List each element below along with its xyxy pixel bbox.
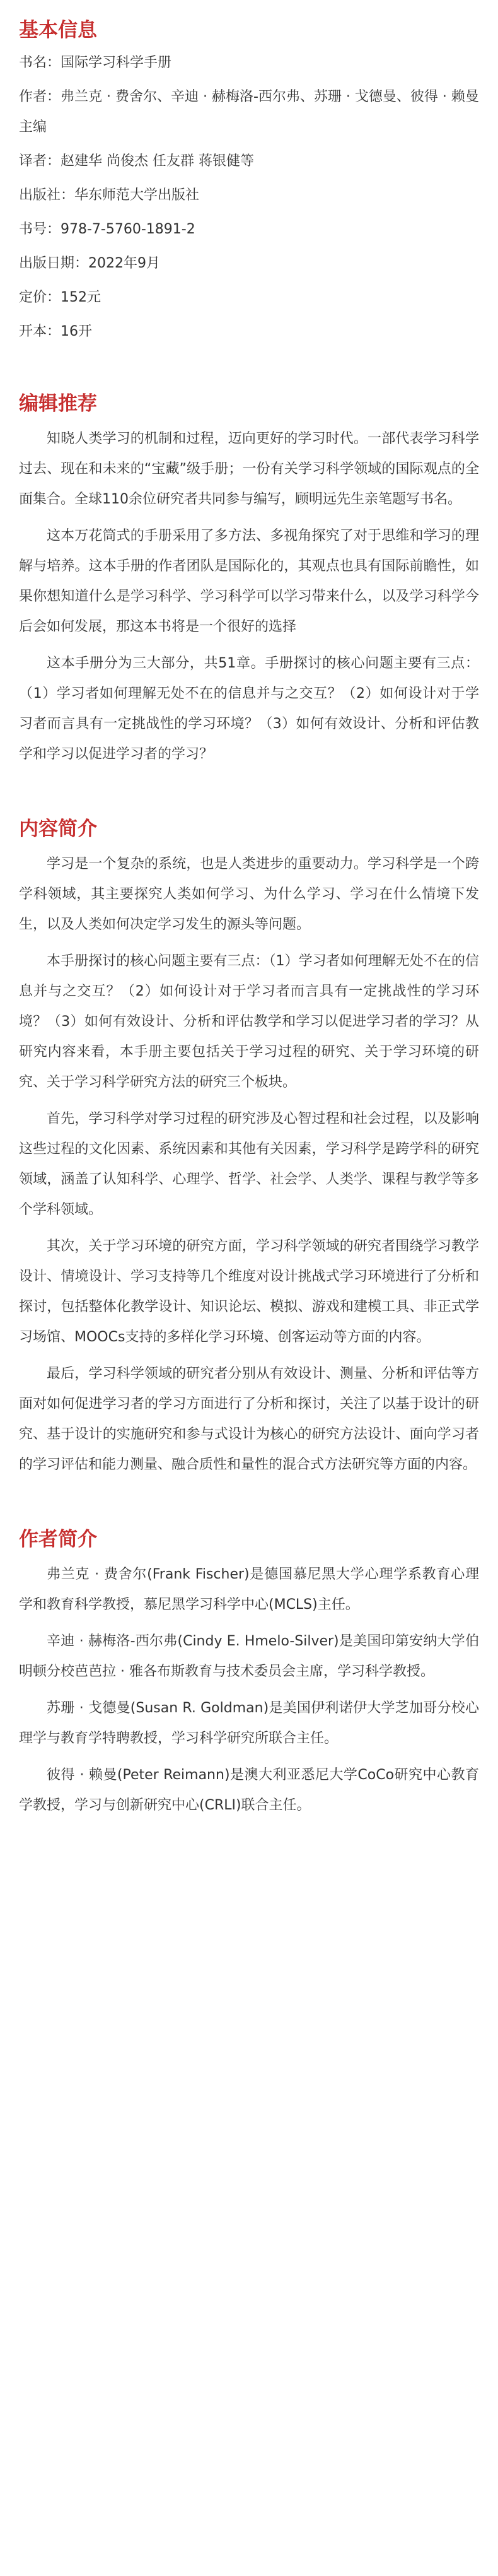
paragraph: 本手册探讨的核心问题主要有三点：（1）学习者如何理解无处不在的信息并与之交互？（2）如何设计对于学习者而言具有一定挑战性的学习环境？（3）如何有效设计、分析和评估教学和学习以促进学习者的学习？从研究内容来看，本手册主要包括关于学习过程的研究、关于学习环境的研究、关于学习科学研究方法的研究三个板块。 [19,953,479,1090]
basic-info-section [19,0,479,347]
section-title-basic-info: 基本信息 [19,19,97,42]
info-format: 开本：16开 [19,324,92,339]
paragraph: 最后，学习科学领域的研究者分别从有效设计、测量、分析和评估等方面对如何促进学习者的学习方面进行了分析和探讨，关注了以基于设计的研究、基于设计的实施研究和参与式设计为核心的研究方法设计、面向学习者的学习评估和能力测量、融合质性和量性的混合式方法研究等方面的内容。 [19,1366,479,1473]
paragraph: 其次，关于学习环境的研究方面，学习科学领域的研究者围绕学习教学设计、情境设计、学习支持等几个维度对设计挑战式学习环境进行了分析和探讨，包括整体化教学设计、知识论坛、模拟、游戏和建模工具、非正式学习场馆、MOOCs支持的多样化学习环境、创客运动等方面的内容。 [19,1238,479,1345]
info-translators: 译者：赵建华 尚俊杰 任友群 蒋银健等 [19,153,254,169]
info-isbn: 书号：978-7-5760-1891-2 [19,221,195,237]
section-title-editor-recommendation: 编辑推荐 [19,392,97,415]
editor-recommendation-section [19,373,479,770]
paragraph: 弗兰克 · 费舍尔(Frank Fischer)是德国慕尼黑大学心理学系教育心理学和教育科学教授，慕尼黑学习科学中心(MCLS)主任。 [19,1567,479,1613]
paragraph: 首先，学习科学对学习过程的研究涉及心智过程和社会过程，以及影响这些过程的文化因素、系统因素和其他有关因素，学习科学是跨学科的研究领域，涵盖了认知科学、心理学、哲学、社会学、人类学、课程与教学等多个学科领域。 [19,1111,479,1218]
author-intro-section [19,1509,479,1821]
info-authors: 作者：弗兰克 · 费舍尔、辛迪 · 赫梅洛-西尔弗、苏珊 · 戈德曼、彼得 · 赖曼 主编 [19,89,479,135]
info-publish-date: 出版日期：2022年9月 [19,256,160,271]
paragraph: 这本手册分为三大部分，共51章。手册探讨的核心问题主要有三点：（1）学习者如何理解无处不在的信息并与之交互？（2）如何设计对于学习者而言具有一定挑战性的学习环境？（3）如何有效设计、分析和评估教学和学习以促进学习者的学习？ [19,656,479,762]
info-publisher: 出版社：华东师范大学出版社 [19,187,200,203]
paragraph: 彼得 · 赖曼(Peter Reimann)是澳大利亚悉尼大学CoCo研究中心教育学教授，学习与创新研究中心(CRLI)联合主任。 [19,1767,479,1813]
paragraph: 辛迪 · 赫梅洛-西尔弗(Cindy E. Hmelo-Silver)是美国印第安纳大学伯明顿分校芭芭拉 · 雅各布斯教育与技术委员会主席，学习科学教授。 [19,1633,479,1679]
section-title-content-summary: 内容简介 [19,818,97,840]
info-book-title: 书名：国际学习科学手册 [19,55,172,71]
info-price: 定价：152元 [19,290,101,305]
paragraph: 苏珊 · 戈德曼(Susan R. Goldman)是美国伊利诺伊大学芝加哥分校心理学与教育学特聘教授，学习科学研究所联合主任。 [19,1700,479,1746]
paragraph: 这本万花筒式的手册采用了多方法、多视角探究了对于思维和学习的理解与培养。这本手册的作者团队是国际化的，其观点也具有国际前瞻性，如果你想知道什么是学习科学、学习科学可以学习带来什么，以及学习科学今后会如何发展，那这本书将是一个很好的选择 [19,528,479,635]
section-title-author-intro: 作者简介 [19,1528,97,1551]
content-summary-section [19,799,479,1480]
paragraph: 知晓人类学习的机制和过程，迈向更好的学习时代。一部代表学习科学过去、现在和未来的“宝藏”级手册；一份有关学习科学领域的国际观点的全面集合。全球110余位研究者共同参与编写，顾明远先生亲笔题写书名。 [19,431,479,507]
paragraph: 学习是一个复杂的系统，也是人类进步的重要动力。学习科学是一个跨学科领域，其主要探究人类如何学习、为什么学习、学习在什么情境下发生，以及人类如何决定学习发生的源头等问题。 [19,856,479,932]
